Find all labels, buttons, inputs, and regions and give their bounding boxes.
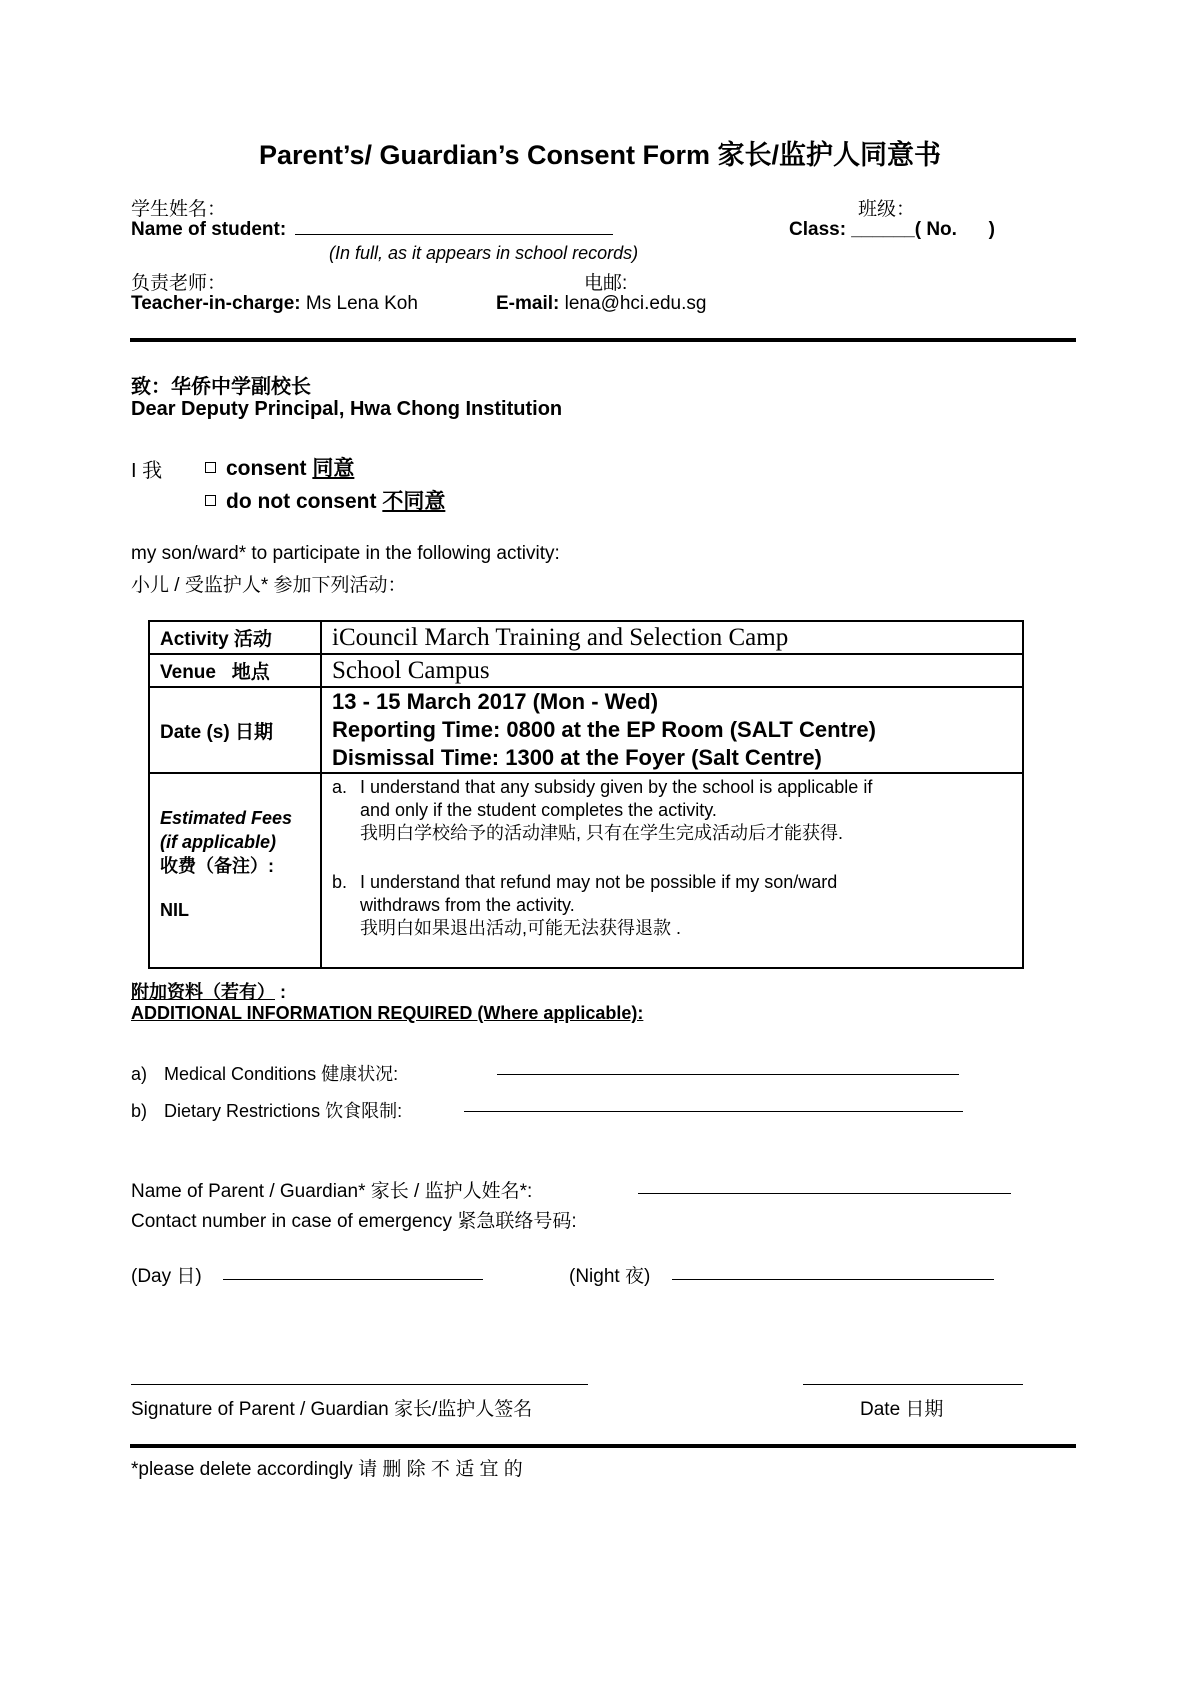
activity-label: Activity 活动 <box>149 621 321 654</box>
salutation-cn: 致：华侨中学副校长 <box>131 376 311 398</box>
email-label-cn: 电邮: <box>584 273 628 294</box>
participate-text-cn: 小儿 / 受监护人* 参加下列活动： <box>131 575 407 596</box>
venue-value: School Campus <box>321 654 1023 687</box>
student-name-field[interactable] <box>295 234 613 235</box>
signature-date-field[interactable] <box>803 1384 1023 1385</box>
student-name-label: Name of student: <box>131 219 287 240</box>
teacher-email[interactable]: lena@hci.edu.sg <box>564 293 707 314</box>
note-b <box>332 871 1012 940</box>
additional-heading-colon: : <box>280 982 287 1002</box>
consent-i-label: I 我 <box>131 460 163 482</box>
note-a-cn: 我明白学校给予的活动津贴, 只有在学生完成活动后才能获得. <box>360 823 844 843</box>
note-a-marker: a. <box>332 777 348 797</box>
bottom-divider <box>130 1444 1076 1448</box>
email-label: E-mail: <box>496 293 560 314</box>
class-number-label: ( No. ) <box>914 219 995 240</box>
medical-field[interactable] <box>497 1074 959 1075</box>
footnote: *please delete accordingly 请 删 除 不 适 宜 的 <box>131 1459 523 1480</box>
venue-label: Venue 地点 <box>149 654 321 687</box>
signature-label: Signature of Parent / Guardian 家长/监护人签名 <box>131 1399 533 1420</box>
medical-marker: a) <box>131 1064 148 1084</box>
dietary-label: Dietary Restrictions 饮食限制: <box>164 1101 403 1121</box>
fees-value: NIL <box>160 900 189 920</box>
table-row-date <box>149 687 1023 773</box>
consent-checkbox[interactable] <box>205 462 216 473</box>
parent-name-label: Name of Parent / Guardian* 家长 / 监护人姓名*: <box>131 1181 533 1202</box>
day-label: (Day 日) <box>131 1266 202 1287</box>
note-b-cn: 我明白如果退出活动,可能无法获得退款 . <box>360 918 682 938</box>
student-name-label-cn: 学生姓名： <box>131 199 227 220</box>
parent-name-field[interactable] <box>638 1193 1011 1194</box>
note-b-line1: I understand that refund may not be possible if my son/ward <box>360 872 838 892</box>
date-range: 13 - 15 March 2017 (Mon - Wed) <box>332 689 659 714</box>
table-row-venue <box>149 654 1023 687</box>
table-row-fees <box>149 773 1023 968</box>
date-label: Date (s) 日期 <box>149 687 321 773</box>
teacher-label: Teacher-in-charge: <box>131 293 301 314</box>
night-phone-field[interactable] <box>672 1279 994 1280</box>
page-title: Parent’s/ Guardian’s Consent Form 家长/监护人同意书 <box>258 140 942 170</box>
top-divider <box>130 338 1076 342</box>
activity-value: iCouncil March Training and Selection Camp <box>321 621 1023 654</box>
student-name-note: (In full, as it appears in school records) <box>329 243 639 263</box>
dismissal-time: Dismissal Time: 1300 at the Foyer (Salt Centre) <box>332 745 822 770</box>
date-value <box>321 687 1023 773</box>
fees-label-cell <box>149 773 321 968</box>
fees-label-note: (if applicable) <box>160 832 277 852</box>
signature-field[interactable] <box>131 1384 588 1385</box>
additional-heading-en: ADDITIONAL INFORMATION REQUIRED (Where applicable): <box>131 1003 644 1023</box>
night-label: (Night 夜) <box>569 1266 651 1287</box>
emergency-contact-label: Contact number in case of emergency 紧急联络号码: <box>131 1211 577 1232</box>
note-b-marker: b. <box>332 872 348 892</box>
teacher-name: Ms Lena Koh <box>305 293 418 314</box>
medical-label: Medical Conditions 健康状况: <box>164 1064 399 1084</box>
do-not-consent-checkbox[interactable] <box>205 495 216 506</box>
additional-heading-cn: 附加资料（若有） <box>131 982 275 1002</box>
fees-label-cn: 收费（备注）: <box>160 856 274 876</box>
participate-text-en: my son/ward* to participate in the following activity: <box>131 543 560 564</box>
activity-table <box>148 620 1024 969</box>
fees-label: Estimated Fees <box>160 808 293 828</box>
salutation-en: Dear Deputy Principal, Hwa Chong Institution <box>131 398 563 420</box>
consent-option[interactable] <box>205 452 354 482</box>
note-a <box>332 776 1012 845</box>
teacher-label-cn: 负责老师： <box>131 273 227 294</box>
note-a-line2: and only if the student completes the activity. <box>360 800 717 820</box>
class-label: Class: ______ <box>789 219 915 240</box>
consent-label-cn: 同意 <box>312 457 355 480</box>
do-not-consent-label-cn: 不同意 <box>382 490 446 513</box>
fees-notes <box>321 773 1023 968</box>
dietary-field[interactable] <box>464 1111 963 1112</box>
signature-date-label: Date 日期 <box>860 1399 944 1420</box>
dietary-marker: b) <box>131 1101 148 1121</box>
consent-label-en: consent <box>226 457 307 480</box>
class-label-cn: 班级： <box>858 199 916 220</box>
do-not-consent-label-en: do not consent <box>226 490 377 513</box>
note-b-line2: withdraws from the activity. <box>360 895 575 915</box>
reporting-time: Reporting Time: 0800 at the EP Room (SALT Centre) <box>332 717 876 742</box>
table-row-activity <box>149 621 1023 654</box>
note-a-line1: I understand that any subsidy given by the school is applicable if <box>360 777 873 797</box>
day-phone-field[interactable] <box>223 1279 483 1280</box>
do-not-consent-option[interactable] <box>205 485 445 515</box>
